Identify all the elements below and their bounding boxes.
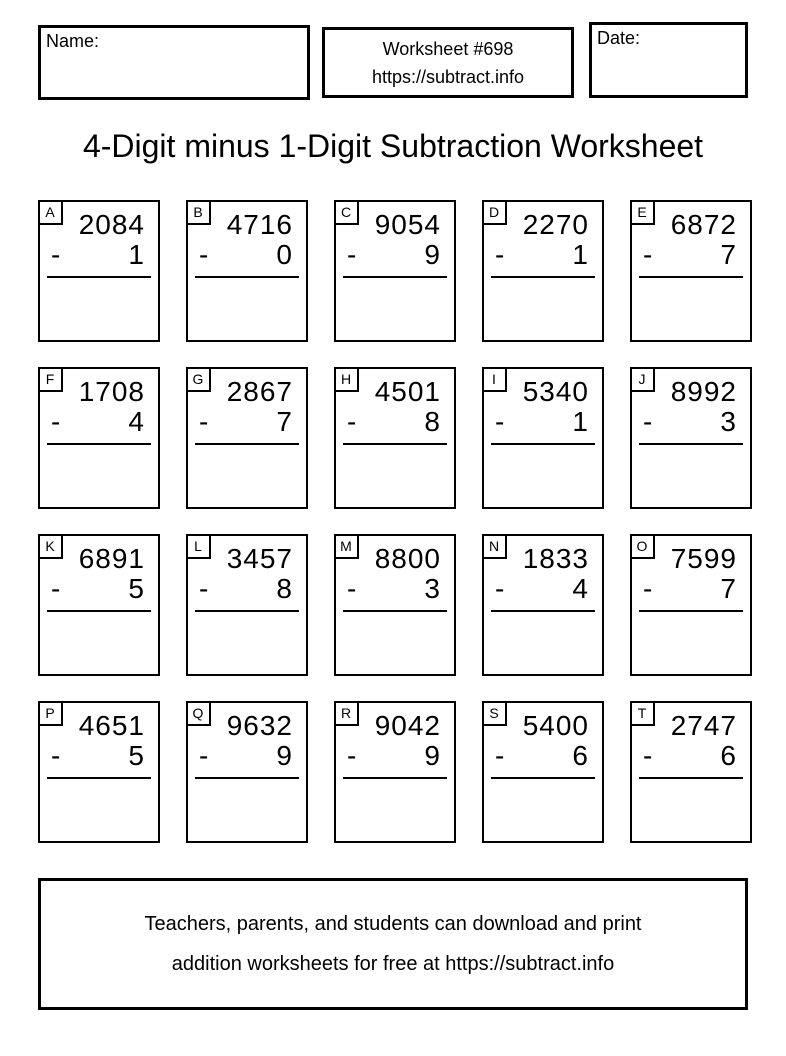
problem-card-h xyxy=(334,367,456,509)
subtraction-row xyxy=(484,574,602,604)
problem-card-k xyxy=(38,534,160,676)
answer-line xyxy=(491,276,595,278)
subtrahend-value: 7 xyxy=(720,573,737,604)
answer-space[interactable] xyxy=(484,288,602,340)
answer-space[interactable] xyxy=(336,288,454,340)
date-field-box[interactable] xyxy=(589,22,748,98)
subtrahend-value: 8 xyxy=(424,406,441,437)
answer-space[interactable] xyxy=(40,789,158,841)
problem-card-s xyxy=(482,701,604,843)
worksheet-info-box xyxy=(322,27,574,98)
minus-operator: - xyxy=(199,740,210,771)
minus-operator: - xyxy=(51,406,62,437)
minuend-value: 5400 xyxy=(522,710,589,741)
minuend-value: 2867 xyxy=(226,376,293,407)
answer-space[interactable] xyxy=(336,622,454,674)
name-field-box[interactable] xyxy=(38,25,310,100)
problems-grid xyxy=(38,200,752,843)
problem-card-r xyxy=(334,701,456,843)
answer-space[interactable] xyxy=(40,288,158,340)
worksheet-url: https://subtract.info xyxy=(371,66,525,87)
minuend-value: 5340 xyxy=(522,376,589,407)
minuend-value: 9054 xyxy=(374,209,441,240)
subtrahend-value: 6 xyxy=(720,740,737,771)
problem-letter-badge: D xyxy=(482,200,507,225)
problem-card-m xyxy=(334,534,456,676)
problem-letter-badge: Q xyxy=(186,701,211,726)
subtrahend-value: 9 xyxy=(424,239,441,270)
answer-line xyxy=(195,777,299,779)
problem-letter-badge: H xyxy=(334,367,359,392)
answer-line xyxy=(343,443,447,445)
subtrahend-value: 0 xyxy=(276,239,293,270)
minus-operator: - xyxy=(199,573,210,604)
footer-box xyxy=(38,878,748,1010)
problem-letter-badge: K xyxy=(38,534,63,559)
name-label: Name: xyxy=(46,31,100,51)
subtraction-row xyxy=(188,741,306,771)
minus-operator: - xyxy=(199,239,210,270)
subtrahend-value: 1 xyxy=(572,406,589,437)
subtrahend-value: 7 xyxy=(720,239,737,270)
subtrahend-value: 9 xyxy=(276,740,293,771)
minus-operator: - xyxy=(347,239,358,270)
subtraction-row xyxy=(336,407,454,437)
minuend-value: 4716 xyxy=(226,209,293,240)
problem-card-l xyxy=(186,534,308,676)
problem-card-j xyxy=(630,367,752,509)
answer-space[interactable] xyxy=(632,789,750,841)
answer-space[interactable] xyxy=(484,789,602,841)
answer-line xyxy=(47,276,151,278)
problem-card-n xyxy=(482,534,604,676)
subtraction-row xyxy=(632,240,750,270)
minuend-value: 6891 xyxy=(78,543,145,574)
subtraction-row xyxy=(40,741,158,771)
minus-operator: - xyxy=(495,740,506,771)
minuend-value: 4651 xyxy=(78,710,145,741)
answer-line xyxy=(639,276,743,278)
answer-line xyxy=(491,610,595,612)
problem-card-p xyxy=(38,701,160,843)
answer-line xyxy=(639,610,743,612)
problem-letter-badge: J xyxy=(630,367,655,392)
minus-operator: - xyxy=(495,239,506,270)
answer-space[interactable] xyxy=(632,455,750,507)
minuend-value: 4501 xyxy=(374,376,441,407)
answer-line xyxy=(47,610,151,612)
subtraction-row xyxy=(188,240,306,270)
minus-operator: - xyxy=(347,740,358,771)
subtraction-row xyxy=(188,574,306,604)
subtrahend-value: 5 xyxy=(128,573,145,604)
problem-card-b xyxy=(186,200,308,342)
answer-line xyxy=(343,610,447,612)
answer-line xyxy=(639,443,743,445)
subtraction-row xyxy=(632,407,750,437)
problem-card-e xyxy=(630,200,752,342)
subtrahend-value: 4 xyxy=(572,573,589,604)
minuend-value: 2270 xyxy=(522,209,589,240)
minuend-value: 2747 xyxy=(670,710,737,741)
minus-operator: - xyxy=(643,740,654,771)
footer-line-1: Teachers, parents, and students can download and print xyxy=(144,912,642,935)
minuend-value: 8800 xyxy=(374,543,441,574)
minus-operator: - xyxy=(495,573,506,604)
answer-space[interactable] xyxy=(632,288,750,340)
minuend-value: 6872 xyxy=(670,209,737,240)
minuend-value: 3457 xyxy=(226,543,293,574)
problem-card-a xyxy=(38,200,160,342)
minuend-value: 1833 xyxy=(522,543,589,574)
answer-line xyxy=(47,777,151,779)
subtraction-row xyxy=(336,741,454,771)
subtraction-row xyxy=(484,240,602,270)
answer-line xyxy=(491,443,595,445)
problem-card-t xyxy=(630,701,752,843)
answer-space[interactable] xyxy=(336,455,454,507)
subtraction-row xyxy=(336,240,454,270)
problem-letter-badge: S xyxy=(482,701,507,726)
problem-letter-badge: T xyxy=(630,701,655,726)
answer-line xyxy=(195,610,299,612)
minus-operator: - xyxy=(347,573,358,604)
minus-operator: - xyxy=(643,406,654,437)
worksheet-number: Worksheet #698 xyxy=(382,38,514,59)
minuend-value: 8992 xyxy=(670,376,737,407)
subtraction-row xyxy=(632,741,750,771)
subtraction-row xyxy=(188,407,306,437)
problem-letter-badge: L xyxy=(186,534,211,559)
answer-space[interactable] xyxy=(484,455,602,507)
problem-card-d xyxy=(482,200,604,342)
footer-line-2: addition worksheets for free at https://subtract.info xyxy=(171,952,615,975)
problem-letter-badge: I xyxy=(482,367,507,392)
page-title: 4-Digit minus 1-Digit Subtraction Worksheet xyxy=(82,128,704,164)
subtrahend-value: 8 xyxy=(276,573,293,604)
problem-card-i xyxy=(482,367,604,509)
problem-card-f xyxy=(38,367,160,509)
problem-letter-badge: N xyxy=(482,534,507,559)
problem-letter-badge: G xyxy=(186,367,211,392)
answer-space[interactable] xyxy=(336,789,454,841)
minus-operator: - xyxy=(199,406,210,437)
answer-space[interactable] xyxy=(188,622,306,674)
date-label: Date: xyxy=(597,28,641,48)
subtrahend-value: 9 xyxy=(424,740,441,771)
minus-operator: - xyxy=(643,573,654,604)
problem-letter-badge: C xyxy=(334,200,359,225)
minuend-value: 7599 xyxy=(670,543,737,574)
minus-operator: - xyxy=(643,239,654,270)
problem-letter-badge: O xyxy=(630,534,655,559)
problem-letter-badge: E xyxy=(630,200,655,225)
problem-card-q xyxy=(186,701,308,843)
answer-space[interactable] xyxy=(632,622,750,674)
subtrahend-value: 5 xyxy=(128,740,145,771)
subtrahend-value: 1 xyxy=(572,239,589,270)
answer-line xyxy=(639,777,743,779)
subtrahend-value: 3 xyxy=(720,406,737,437)
answer-space[interactable] xyxy=(188,789,306,841)
answer-line xyxy=(195,276,299,278)
subtrahend-value: 3 xyxy=(424,573,441,604)
subtraction-row xyxy=(40,407,158,437)
answer-line xyxy=(343,777,447,779)
subtraction-row xyxy=(336,574,454,604)
minus-operator: - xyxy=(51,239,62,270)
problem-letter-badge: R xyxy=(334,701,359,726)
problem-card-o xyxy=(630,534,752,676)
subtrahend-value: 6 xyxy=(572,740,589,771)
minuend-value: 9042 xyxy=(374,710,441,741)
problem-letter-badge: F xyxy=(38,367,63,392)
answer-space[interactable] xyxy=(40,455,158,507)
subtraction-row xyxy=(40,240,158,270)
answer-line xyxy=(47,443,151,445)
subtraction-row xyxy=(484,407,602,437)
problem-letter-badge: M xyxy=(334,534,359,559)
minuend-value: 1708 xyxy=(78,376,145,407)
minus-operator: - xyxy=(347,406,358,437)
problem-letter-badge: B xyxy=(186,200,211,225)
answer-line xyxy=(491,777,595,779)
subtraction-row xyxy=(632,574,750,604)
minuend-value: 2084 xyxy=(78,209,145,240)
problem-card-c xyxy=(334,200,456,342)
answer-line xyxy=(343,276,447,278)
problem-letter-badge: A xyxy=(38,200,63,225)
subtrahend-value: 4 xyxy=(128,406,145,437)
subtrahend-value: 1 xyxy=(128,239,145,270)
subtraction-row xyxy=(40,574,158,604)
answer-space[interactable] xyxy=(484,622,602,674)
answer-space[interactable] xyxy=(188,288,306,340)
minuend-value: 9632 xyxy=(226,710,293,741)
subtraction-row xyxy=(484,741,602,771)
minus-operator: - xyxy=(51,573,62,604)
answer-line xyxy=(195,443,299,445)
minus-operator: - xyxy=(495,406,506,437)
answer-space[interactable] xyxy=(188,455,306,507)
subtrahend-value: 7 xyxy=(276,406,293,437)
problem-letter-badge: P xyxy=(38,701,63,726)
problem-card-g xyxy=(186,367,308,509)
answer-space[interactable] xyxy=(40,622,158,674)
minus-operator: - xyxy=(51,740,62,771)
